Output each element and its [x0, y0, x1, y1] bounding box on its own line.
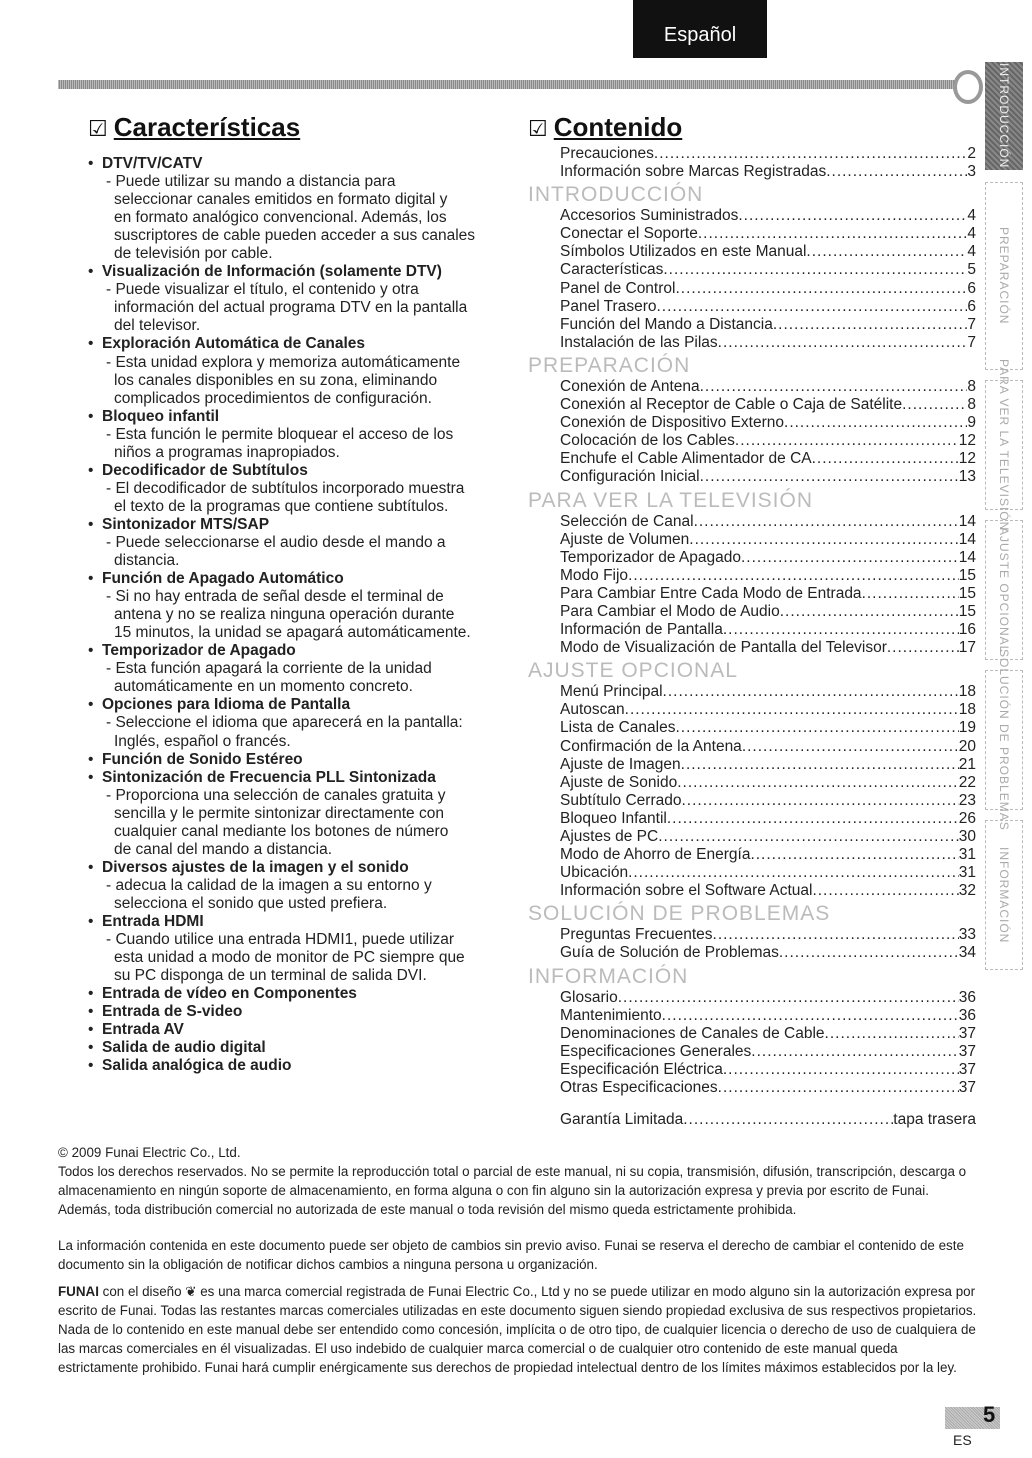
toc-entry-title: Mantenimiento: [560, 1006, 662, 1024]
feature-title: • Entrada AV: [102, 1021, 184, 1039]
toc-entry-page: 34: [958, 944, 976, 962]
feature-desc-line: complicados procedimientos de configuración.: [114, 389, 432, 407]
dot-leader: [812, 450, 959, 468]
toc-section-heading: SOLUCIÓN DE PROBLEMAS: [528, 902, 831, 926]
dot-leader: [812, 882, 958, 900]
toc-entry-title: Autoscan: [560, 701, 625, 719]
toc-entry-title: Guía de Solución de Problemas: [560, 944, 779, 962]
dot-leader: [654, 145, 967, 163]
language-label: Español: [633, 0, 767, 58]
toc-entry-page: 14: [958, 512, 976, 530]
dot-leader: [700, 378, 968, 396]
feature-desc-line: - Si no hay entrada de señal desde el terminal de: [106, 588, 444, 606]
toc-entry-page: 15: [958, 566, 976, 584]
feature-desc-line: 15 minutos, la unidad se apagará automáticamente.: [114, 624, 471, 642]
dot-leader: [780, 603, 959, 621]
dot-leader: [735, 432, 959, 450]
dot-leader: [887, 639, 959, 657]
feature-desc-line: del televisor.: [114, 317, 201, 335]
feature-desc-line: automáticamente en un momento concreto.: [114, 678, 413, 696]
toc-entry-title: Ajuste de Sonido: [560, 773, 678, 791]
feature-item: [88, 408, 508, 462]
toc-entry-page: 15: [958, 584, 976, 602]
dot-leader: [675, 719, 958, 737]
side-tab[interactable]: [985, 62, 1023, 170]
feature-desc-line: - Puede seleccionarse el audio desde el mando a: [106, 533, 446, 551]
toc-entry[interactable]: [528, 1079, 976, 1097]
dot-leader: [779, 944, 959, 962]
toc-entry-title: Ajuste de Volumen: [560, 530, 690, 548]
toc-entry-page: 18: [958, 683, 976, 701]
feature-item: [88, 1003, 508, 1021]
toc-entry[interactable]: [528, 774, 976, 792]
dot-leader: [723, 621, 959, 639]
toc-entry-page: 4: [967, 207, 976, 225]
trademark-paragraph: [58, 1282, 978, 1377]
feature-desc-line: - Cuando utilice una entrada HDMI1, puede utilizar: [106, 931, 455, 949]
dot-leader: [657, 298, 968, 316]
toc-entry[interactable]: [528, 261, 976, 279]
dot-leader: [806, 243, 967, 261]
toc-entry[interactable]: [528, 225, 976, 243]
toc-entry[interactable]: [528, 944, 976, 962]
toc-section-heading: INTRODUCCIÓN: [528, 183, 704, 207]
toc-entry-title: Conectar el Soporte: [560, 225, 698, 243]
feature-title: • Exploración Automática de Canales: [102, 335, 366, 353]
feature-item: [88, 913, 508, 985]
features-list: [88, 155, 508, 1075]
toc-entry[interactable]: [528, 334, 976, 352]
feature-title: • Opciones para Idioma de Pantalla: [102, 696, 351, 714]
toc-entry-page: 13: [958, 468, 976, 486]
toc-entry-title: Bloqueo Infantil: [560, 809, 667, 827]
dot-leader: [683, 1111, 893, 1129]
feature-item: [88, 1039, 508, 1057]
toc-entry[interactable]: [528, 1043, 976, 1061]
feature-title: • Diversos ajustes de la imagen y el sonido: [102, 858, 409, 876]
toc-entry-title: Selección de Canal: [560, 512, 694, 530]
funai-logo: FUNAI: [58, 1284, 99, 1299]
feature-desc-line: en formato analógico convencional. Además, los: [114, 209, 447, 227]
checkbox-icon: ☑: [528, 116, 548, 141]
feature-desc-line: niños a programas inapropiados.: [114, 443, 340, 461]
toc-entry-page: 14: [958, 548, 976, 566]
feature-desc-line: distancia.: [114, 552, 180, 570]
side-tab-label: PREPARACIÓN: [997, 227, 1011, 325]
copyright: © 2009 Funai Electric Co., Ltd.: [58, 1145, 241, 1160]
toc-entry-title: Conexión de Dispositivo Externo: [560, 414, 785, 432]
feature-title: • Decodificador de Subtítulos: [102, 461, 308, 479]
dot-leader: [618, 989, 959, 1007]
feature-desc-line: - Proporciona una selección de canales gratuita y: [106, 786, 446, 804]
feature-title: • Entrada HDMI: [102, 912, 204, 930]
toc-entry-page: 4: [967, 243, 976, 261]
toc-entry-title: Función del Mando a Distancia: [560, 315, 773, 333]
toc-entry-title: Temporizador de Apagado: [560, 548, 741, 566]
feature-desc-line: seleccionar canales emitidos en formato digital y: [114, 191, 448, 209]
toc-entry[interactable]: [528, 1025, 976, 1043]
feature-title: • DTV/TV/CATV: [102, 155, 203, 172]
toc-entry[interactable]: [528, 207, 976, 225]
side-tab[interactable]: [985, 649, 1023, 831]
toc-entry[interactable]: [528, 468, 976, 486]
feature-title: • Función de Apagado Automático: [102, 570, 344, 588]
dot-leader: [675, 280, 967, 298]
dot-leader: [663, 261, 967, 279]
toc-entry[interactable]: [528, 585, 976, 603]
toc-entry-page: 37: [958, 1060, 976, 1078]
dot-leader: [700, 468, 959, 486]
feature-desc-line: los canales disponibles en su zona, eliminando: [114, 371, 438, 389]
feature-title: • Salida analógica de audio: [102, 1057, 292, 1075]
toc-entry-page: 26: [958, 809, 976, 827]
distribution-text: Además, toda distribución comercial no autorizada de este manual o toda revisión del mismo queda estrictamente prohibida.: [58, 1202, 797, 1217]
feature-title: • Temporizador de Apagado: [102, 642, 296, 660]
toc-entry[interactable]: [528, 450, 976, 468]
dot-leader: [751, 1043, 958, 1061]
dot-leader: [902, 396, 967, 414]
toc-entry-title: Accesorios Suministrados: [560, 207, 739, 225]
toc-entry-title: Glosario: [560, 988, 618, 1006]
toc-entry-page: 8: [967, 377, 976, 395]
feature-item: [88, 570, 508, 642]
feature-desc-line: - adecua la calidad de la imagen a su entorno y: [106, 876, 432, 894]
toc-entry[interactable]: [528, 513, 976, 531]
toc-entry-title: Para Cambiar Entre Cada Modo de Entrada: [560, 584, 862, 602]
toc-entry-page: 8: [967, 396, 976, 414]
feature-title: • Salida de audio digital: [102, 1039, 266, 1057]
toc-entry-title: Instalación de las Pilas: [560, 333, 718, 351]
toc-entry[interactable]: [528, 396, 976, 414]
toc-entry-page: 22: [958, 773, 976, 791]
contents-title: Contenido: [553, 112, 683, 142]
feature-item: [88, 263, 508, 335]
dot-leader: [826, 163, 967, 181]
side-tab[interactable]: [985, 182, 1023, 370]
toc-entry-title: Garantía Limitada: [560, 1111, 684, 1129]
dot-leader: [713, 926, 959, 944]
ring-ornament: [953, 70, 983, 104]
feature-desc-line: su PC disponga de un terminal de salida DVI.: [114, 967, 427, 985]
toc-entry-page: 12: [958, 450, 976, 468]
feature-item: [88, 696, 508, 750]
toc-entry-page: 37: [958, 1024, 976, 1042]
toc-entry-page: 9: [967, 414, 976, 432]
dot-leader: [718, 1079, 959, 1097]
feature-item: [88, 859, 508, 913]
toc-entry-title: Especificación Eléctrica: [560, 1060, 723, 1078]
toc-entry-page: 31: [958, 864, 976, 882]
feature-item: [88, 1021, 508, 1039]
toc-entry-title: Modo de Ahorro de Energía: [560, 846, 751, 864]
feature-desc-line: información del actual programa DTV en la pantalla: [114, 299, 468, 317]
dot-leader: [677, 774, 959, 792]
toc-entry-title: Panel de Control: [560, 279, 676, 297]
dot-leader: [681, 756, 959, 774]
toc-entry[interactable]: [528, 683, 976, 701]
toc-entry-page: 37: [958, 1042, 976, 1060]
toc-entry-page: 18: [958, 701, 976, 719]
toc-entry[interactable]: [528, 1007, 976, 1025]
toc-entry[interactable]: [528, 243, 976, 261]
toc-entry[interactable]: [528, 926, 976, 944]
feature-item: [88, 462, 508, 516]
toc-section-heading: INFORMACIÓN: [528, 964, 689, 988]
toc-entry-title: Modo de Visualización de Pantalla del Televisor: [560, 639, 887, 657]
page-number: 5: [983, 1402, 996, 1427]
toc-entry-title: Subtítulo Cerrado: [560, 791, 682, 809]
side-tab-label: INTRODUCCIÓN: [997, 63, 1011, 169]
toc-entry[interactable]: [528, 701, 976, 719]
toc-entry-title: Información de Pantalla: [560, 621, 723, 639]
dot-leader: [662, 1007, 959, 1025]
toc-entry[interactable]: [528, 1061, 976, 1079]
toc-entry[interactable]: [528, 316, 976, 334]
toc-entry-warranty[interactable]: [528, 1111, 976, 1129]
toc-entry-title: Colocación de los Cables: [560, 432, 735, 450]
toc-entry[interactable]: [528, 810, 976, 828]
toc-entry-page: 32: [958, 882, 976, 900]
toc-entry[interactable]: [528, 639, 976, 657]
toc-entry-page: 37: [958, 1079, 976, 1097]
feature-desc-line: sencilla y le permite sintonizar directamente con: [114, 804, 444, 822]
toc-entry[interactable]: [528, 792, 976, 810]
toc-entry[interactable]: [528, 846, 976, 864]
legal-footer: [58, 1143, 978, 1377]
toc-entry[interactable]: [528, 621, 976, 639]
toc-entry-page: tapa trasera: [893, 1111, 976, 1129]
toc-entry-page: 30: [958, 828, 976, 845]
toc-entry-title: Información sobre el Software Actual: [560, 882, 813, 900]
toc-entry-page: 33: [958, 926, 976, 944]
toc-entry-page: 19: [958, 719, 976, 737]
toc-entry[interactable]: [528, 414, 976, 432]
toc-entry-title: Menú Principal: [560, 683, 663, 701]
toc-entry-page: 31: [958, 846, 976, 864]
toc-entry[interactable]: [528, 828, 976, 846]
toc-entry-title: Preguntas Frecuentes: [560, 926, 713, 944]
dot-leader: [738, 207, 967, 225]
side-tab-label: PARA VER LA TELEVISIÓN: [997, 358, 1011, 532]
page-lang: ES: [953, 1432, 972, 1448]
feature-desc-line: - Esta función apagará la corriente de la unidad: [106, 660, 432, 678]
toc-entry-page: 2: [967, 145, 976, 162]
toc-entry-page: 23: [958, 791, 976, 809]
dot-leader: [628, 864, 959, 882]
rights-text: Todos los derechos reservados. No se permite la reproducción total o parcial de este manual, ni su copia, transmisión, difusión, transcripción, descarga o almacenamiento en ningún soporte de almacenamiento, en forma alguna o con fin alguno sin la autorización expresa y previa por escrito de Funai.: [58, 1164, 967, 1198]
toc-entry-title: Configuración Inicial: [560, 468, 700, 486]
toc-entry-page: 5: [967, 261, 976, 279]
toc-entry-title: Información sobre Marcas Registradas: [560, 163, 827, 181]
feature-item: [88, 335, 508, 407]
trademark-text: con el diseño ❦ es una marca comercial registrada de Funai Electric Co., Ltd y no se puede utilizar en modo alguno sin la autorización expresa por escrito de Funai. Todas las restantes marcas comerciales utilizadas en este documento siguen siendo propiedad exclusiva de sus respectivos propietarios. Nada de lo contenido en este manual debe ser entendido como concesión, implícita o de otro tipo, de cualquier licencia o derecho de uso de cualquiera de las marcas comerciales en él visualizadas. El uso indebido de cualquier marca comercial o de cualquier otro contenido de este manual queda estrictamente prohibido. Funai hará cumplir enérgicamente sus derechos de propiedad intelectual dentro de los límites máximos establecidos por la ley.: [58, 1284, 977, 1375]
dot-leader: [694, 513, 959, 531]
feature-item: [88, 1057, 508, 1075]
toc-entry[interactable]: [528, 989, 976, 1007]
feature-desc-line: - Puede visualizar el título, el contenido y otra: [106, 281, 419, 299]
dot-leader: [718, 334, 968, 352]
toc-entry[interactable]: [528, 280, 976, 298]
feature-title: • Entrada de vídeo en Componentes: [102, 985, 357, 1003]
features-title: Características: [113, 112, 301, 142]
toc-entry[interactable]: [528, 145, 976, 163]
side-tab-label: AJUSTE OPCIONAL: [997, 526, 1011, 654]
feature-item: [88, 751, 508, 769]
feature-desc-line: - Esta unidad explora y memoriza automáticamente: [106, 353, 461, 371]
toc-entry[interactable]: [528, 567, 976, 585]
feature-title: • Sintonizador MTS/SAP: [102, 515, 270, 533]
feature-desc-line: Inglés, español o francés.: [114, 732, 291, 750]
toc-entry-page: 36: [958, 1006, 976, 1024]
feature-title: • Visualización de Información (solamente DTV): [102, 263, 442, 281]
toc-entry[interactable]: [528, 882, 976, 900]
feature-title: • Sintonización de Frecuencia PLL Sintonizada: [102, 768, 436, 786]
toc-entry[interactable]: [528, 549, 976, 567]
toc-entry[interactable]: [528, 756, 976, 774]
toc-entry-page: 17: [958, 639, 976, 657]
toc-entry-page: 7: [967, 315, 976, 333]
side-tab[interactable]: [985, 358, 1023, 532]
toc-entry-page: 7: [967, 333, 976, 351]
dot-leader: [628, 567, 959, 585]
side-tab[interactable]: [985, 520, 1023, 660]
checkbox-icon: ☑: [88, 116, 108, 141]
toc-section-heading: PREPARACIÓN: [528, 353, 691, 377]
dot-leader: [750, 846, 958, 864]
dot-leader: [723, 1061, 959, 1079]
feature-desc-line: antena y no se realiza ninguna operación durante: [114, 606, 455, 624]
dot-leader: [682, 792, 959, 810]
feature-item: [88, 155, 508, 263]
toc-entry-title: Precauciones: [560, 145, 654, 162]
toc-entry-page: 14: [958, 530, 976, 548]
toc-entry-page: 4: [967, 225, 976, 243]
feature-desc-line: - El decodificador de subtítulos incorporado muestra: [106, 479, 465, 497]
toc-entry-title: Denominaciones de Canales de Cable: [560, 1024, 825, 1042]
table-of-contents: [528, 145, 976, 1129]
feature-item: [88, 769, 508, 859]
feature-title: • Bloqueo infantil: [102, 407, 220, 425]
feature-desc-line: cualquier canal mediante los botones de número: [114, 822, 449, 840]
dot-leader: [663, 683, 959, 701]
feature-item: [88, 516, 508, 570]
feature-desc-line: selecciona el sonido que usted prefiera.: [114, 894, 388, 912]
feature-title: • Función de Sonido Estéreo: [102, 750, 303, 768]
dot-leader: [862, 585, 959, 603]
notice-text: La información contenida en este documento puede ser objeto de cambios sin previo aviso. Funai se reserva el derecho de cambiar el contenido de este documento sin la obligación de notificar dichos cambios a ninguna persona u organización.: [58, 1238, 964, 1272]
toc-entry[interactable]: [528, 719, 976, 737]
toc-entry[interactable]: [528, 378, 976, 396]
side-tab[interactable]: [985, 820, 1023, 970]
toc-entry-title: Ubicación: [560, 864, 629, 882]
feature-desc-line: - Esta función le permite bloquear el acceso de los: [106, 425, 454, 443]
side-tab-label: INFORMACIÓN: [997, 846, 1011, 944]
toc-entry[interactable]: [528, 298, 976, 316]
toc-entry-title: Ajustes de PC: [560, 828, 659, 845]
toc-entry-page: 21: [958, 755, 976, 773]
toc-entry-title: Conexión al Receptor de Cable o Caja de Satélite: [560, 396, 903, 414]
toc-entry-title: Otras Especificaciones: [560, 1079, 718, 1097]
feature-title: • Entrada de S-video: [102, 1003, 243, 1021]
toc-entry-page: 36: [958, 988, 976, 1006]
feature-desc-line: de televisión por cable.: [114, 245, 273, 263]
dot-leader: [784, 414, 967, 432]
header-rule: [58, 80, 958, 89]
dot-leader: [658, 828, 959, 846]
toc-entry-title: Panel Trasero: [560, 297, 657, 315]
feature-desc-line: de canal del mando a distancia.: [114, 840, 333, 858]
toc-entry-page: 12: [958, 432, 976, 450]
toc-entry[interactable]: [528, 163, 976, 181]
toc-entry-title: Conexión de Antena: [560, 377, 700, 395]
dot-leader: [667, 810, 959, 828]
toc-entry[interactable]: [528, 864, 976, 882]
toc-entry-page: 3: [967, 163, 976, 181]
feature-desc-line: - Puede utilizar su mando a distancia para: [106, 173, 396, 191]
toc-section-heading: AJUSTE OPCIONAL: [528, 659, 738, 683]
toc-entry-title: Modo Fijo: [560, 566, 629, 584]
toc-section-heading: PARA VER LA TELEVISIÓN: [528, 488, 814, 512]
toc-entry[interactable]: [528, 738, 976, 756]
toc-entry-title: Lista de Canales: [560, 719, 676, 737]
toc-entry[interactable]: [528, 531, 976, 549]
toc-entry-title: Enchufe el Cable Alimentador de CA: [560, 450, 812, 468]
dot-leader: [825, 1025, 959, 1043]
dot-leader: [742, 738, 959, 756]
toc-entry-page: 15: [958, 602, 976, 620]
feature-item: [88, 985, 508, 1003]
feature-item: [88, 642, 508, 696]
feature-desc-line: el texto de la programas que contiene subtítulos.: [114, 497, 449, 515]
feature-desc-line: suscriptores de cable pueden acceder a sus canales: [114, 227, 476, 245]
dot-leader: [625, 701, 959, 719]
toc-entry[interactable]: [528, 603, 976, 621]
dot-leader: [773, 316, 968, 334]
side-tab-label: SOLUCIÓN DE PROBLEMAS: [997, 649, 1011, 831]
dot-leader: [689, 531, 958, 549]
toc-entry-page: 20: [958, 737, 976, 755]
contents-heading: [528, 112, 682, 143]
toc-entry-title: Ajuste de Imagen: [560, 755, 681, 773]
dot-leader: [698, 225, 968, 243]
feature-desc-line: esta unidad a modo de monitor de PC siempre que: [114, 949, 465, 967]
toc-entry-page: 16: [958, 621, 976, 639]
dot-leader: [741, 549, 959, 567]
feature-desc-line: - Seleccione el idioma que aparecerá en la pantalla:: [106, 714, 463, 732]
features-heading: [88, 112, 300, 143]
toc-entry-title: Símbolos Utilizados en este Manual: [560, 243, 807, 261]
toc-entry-page: 6: [967, 297, 976, 315]
toc-entry-page: 6: [967, 279, 976, 297]
toc-entry-title: Características: [560, 261, 664, 279]
toc-entry[interactable]: [528, 432, 976, 450]
toc-entry-title: Para Cambiar el Modo de Audio: [560, 602, 780, 620]
toc-entry-title: Especificaciones Generales: [560, 1042, 752, 1060]
toc-entry-title: Confirmación de la Antena: [560, 737, 742, 755]
